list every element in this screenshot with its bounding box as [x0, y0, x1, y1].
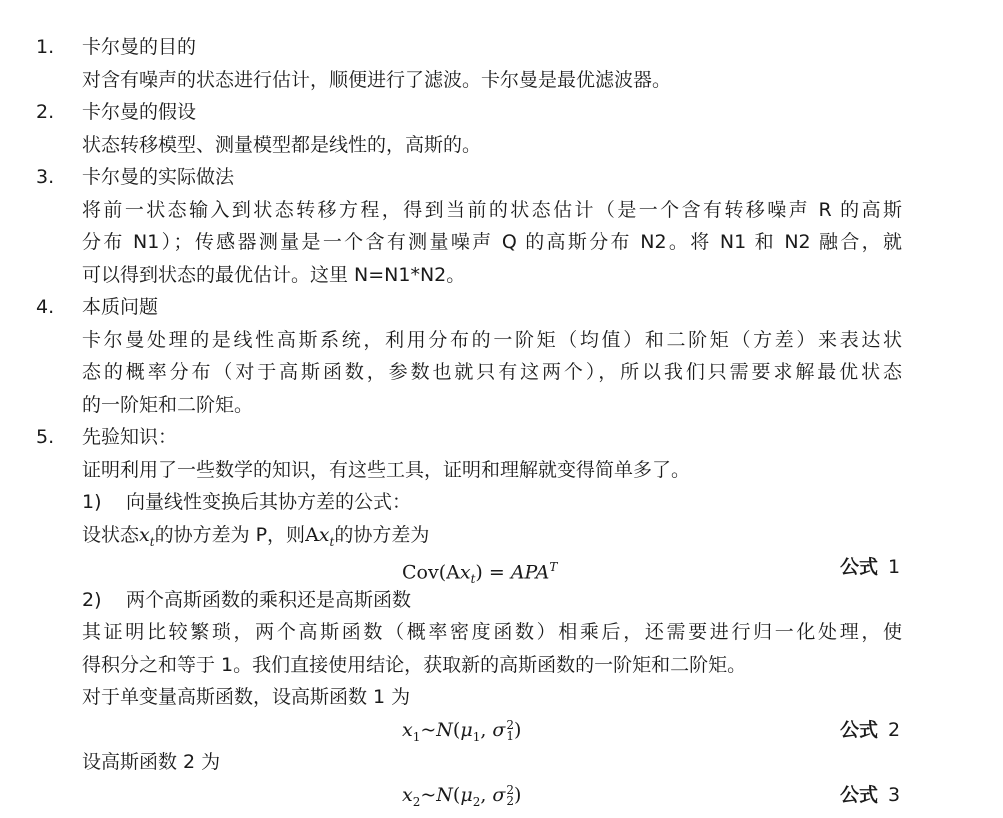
subsection-number: 2): [82, 589, 102, 611]
formula-3: [402, 779, 521, 818]
section-3-text-1: [0, 194, 1003, 226]
math-sup: 2: [506, 718, 515, 732]
formula-3-row: [0, 779, 1003, 811]
section-5-heading: [0, 421, 1003, 453]
paragraph-line: 状态转移模型、测量模型都是线性的，高斯的。: [82, 134, 482, 156]
math-paren: (: [452, 784, 461, 806]
text-fragment: 设状态: [82, 524, 140, 546]
math-sub: 2: [472, 794, 481, 809]
section-title: 卡尔曼的实际做法: [82, 166, 235, 188]
math-var: x: [459, 561, 471, 584]
math-var: x: [139, 524, 150, 546]
subsection-title: 向量线性变换后其协方差的公式：: [126, 491, 412, 513]
section-4-heading: [0, 291, 1003, 323]
paragraph-line: 的一阶矩和二阶矩。: [82, 394, 254, 416]
paragraph-line: 对于单变量高斯函数，设高斯函数 1 为: [82, 686, 411, 708]
math-eq: =: [482, 561, 511, 584]
math-fn: Cov(A: [402, 561, 460, 584]
section-3-text-3: [0, 259, 1003, 291]
math-subsup: [506, 720, 514, 742]
tag-number: 3: [888, 784, 901, 806]
section-title: 本质问题: [82, 296, 159, 318]
paragraph-line: 可以得到状态的最优估计。这里 N=N1*N2。: [82, 264, 466, 286]
subsection-2-text-2: [0, 649, 1003, 681]
formula-3-tag: [840, 779, 900, 811]
subsection-2-text-1: [0, 616, 1003, 648]
section-3-text-2: [0, 226, 1003, 258]
paragraph-line: 其证明比较繁琐，两个高斯函数（概率密度函数）相乘后，还需要进行归一化处理，使: [82, 621, 902, 643]
math-var: σ: [492, 719, 506, 741]
subsection-number: 1): [82, 491, 102, 513]
section-4-text-3: [0, 389, 1003, 421]
subsection-1-desc: [0, 519, 1003, 551]
math-op: ~: [420, 719, 437, 741]
section-title: 卡尔曼的假设: [82, 101, 197, 123]
formula-2-tag: [840, 714, 900, 746]
text-fragment: 的协方差为: [334, 524, 430, 546]
section-4-text-2: [0, 356, 1003, 388]
section-number: 2.: [36, 101, 55, 123]
math-var: APA: [510, 561, 550, 584]
subsection-2-text-3: [0, 681, 1003, 713]
section-5-text: [0, 454, 1003, 486]
paragraph-line: 对含有噪声的状态进行估计，顺便进行了滤波。卡尔曼是最优滤波器。: [82, 69, 672, 91]
section-2-text: [0, 129, 1003, 161]
math-sub: 2: [506, 794, 515, 808]
math-paren: ): [475, 561, 483, 584]
math-paren: ): [514, 719, 522, 741]
paragraph-line: 设高斯函数 2 为: [82, 751, 221, 773]
inline-math: [305, 524, 335, 549]
math-var: μ: [460, 784, 473, 806]
math-sub: 1: [412, 729, 421, 744]
formula-2-row: [0, 714, 1003, 746]
math-sup: 2: [506, 783, 515, 797]
math-sub: 1: [472, 729, 481, 744]
section-1-text: [0, 64, 1003, 96]
subsection-title: 两个高斯函数的乘积还是高斯函数: [126, 589, 412, 611]
math-const: A: [305, 524, 319, 546]
math-comma: ,: [480, 784, 493, 806]
paragraph-line: 分布 N1）；传感器测量是一个含有测量噪声 Q 的高斯分布 N2。将 N1 和 N2 融合，就: [82, 231, 902, 253]
subsection-1-heading: [0, 486, 1003, 518]
subsection-2-heading: [0, 584, 1003, 616]
math-sup: T: [549, 560, 558, 574]
math-comma: ,: [480, 719, 493, 741]
section-title: 卡尔曼的目的: [82, 36, 197, 58]
math-var: x: [318, 524, 330, 546]
math-subsup: [506, 785, 514, 807]
math-var: x: [402, 784, 413, 806]
math-paren: ): [514, 784, 522, 806]
section-title: 先验知识：: [82, 426, 178, 448]
math-var: σ: [492, 784, 506, 806]
subsection-2-text-4: [0, 746, 1003, 778]
tag-label: 公式: [840, 719, 879, 741]
section-number: 4.: [36, 296, 55, 318]
math-sub: t: [470, 572, 476, 587]
text-fragment: 的协方差为 P，则: [154, 524, 306, 546]
tag-label: 公式: [840, 556, 879, 578]
tag-number: 2: [888, 719, 901, 741]
section-3-heading: [0, 161, 1003, 193]
math-var: N: [436, 784, 453, 806]
section-4-text-1: [0, 324, 1003, 356]
tag-number: 1: [888, 556, 901, 578]
math-op: ~: [420, 784, 437, 806]
tag-label: 公式: [840, 784, 879, 806]
formula-1-tag: [840, 551, 900, 583]
math-sub: 2: [412, 794, 421, 809]
paragraph-line: 将前一状态输入到状态转移方程，得到当前的状态估计（是一个含有转移噪声 R 的高斯: [82, 199, 902, 221]
math-paren: (: [452, 719, 461, 741]
section-1-heading: [0, 31, 1003, 63]
math-var: N: [436, 719, 453, 741]
math-var: x: [402, 719, 413, 741]
section-number: 3.: [36, 166, 55, 188]
paragraph-line: 卡尔曼处理的是线性高斯系统，利用分布的一阶矩（均值）和二阶矩（方差）来表达状: [82, 329, 902, 351]
paragraph-line: 态的概率分布（对于高斯函数，参数也就只有这两个），所以我们只需要求解最优状态: [82, 361, 902, 383]
paragraph-line: 证明利用了一些数学的知识，有这些工具，证明和理解就变得简单多了。: [82, 459, 691, 481]
math-sub: t: [149, 534, 155, 549]
formula-1-row: [0, 551, 1003, 587]
paragraph-line: 得积分之和等于 1。我们直接使用结论，获取新的高斯函数的一阶矩和二阶矩。: [82, 654, 747, 676]
section-number: 5.: [36, 426, 55, 448]
math-var: μ: [460, 719, 473, 741]
math-sub: 1: [506, 729, 515, 743]
section-2-heading: [0, 96, 1003, 128]
math-sub: t: [329, 534, 335, 549]
inline-math: [139, 524, 155, 549]
section-number: 1.: [36, 36, 55, 58]
